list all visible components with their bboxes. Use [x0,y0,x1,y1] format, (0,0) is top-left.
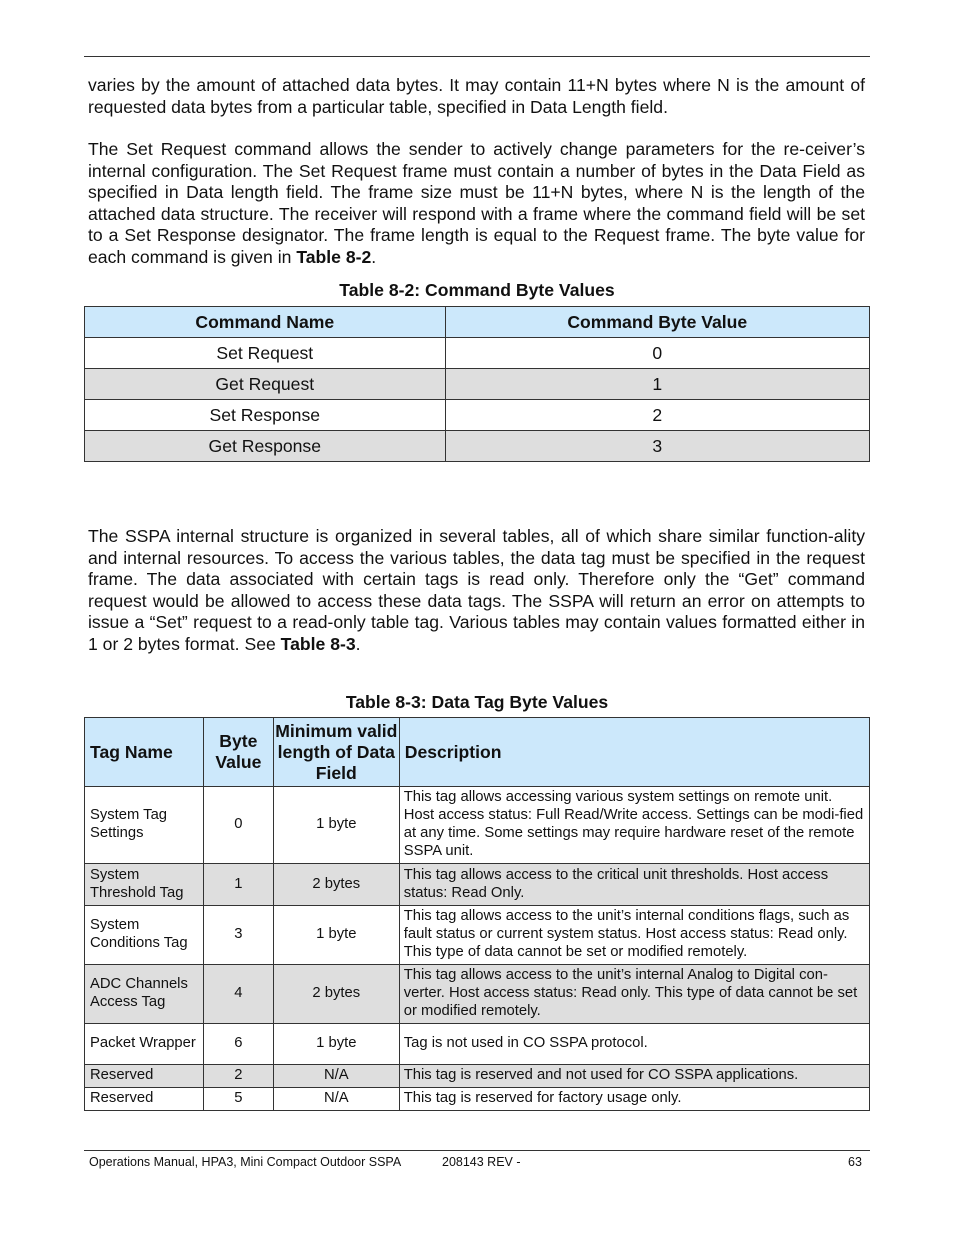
min-length-cell: 1 byte [273,906,399,965]
min-length-cell: 1 byte [273,1024,399,1065]
column-header: Byte Value [203,718,273,787]
byte-value-cell: 4 [203,965,273,1024]
footer-page-number: 63 [848,1155,862,1169]
command-name-cell: Get Request [85,369,446,400]
table-row [85,1088,870,1111]
paragraph-end: . [355,633,361,654]
column-header: Minimum valid length of Data Field [273,718,399,787]
column-header: Description [399,718,869,787]
table-row [85,906,870,965]
table-row [85,369,870,400]
footer-doc-number: 208143 REV - [442,1155,521,1169]
description-cell: This tag allows accessing various system settings on remote unit. Host access status: Full Read/Write access. Settings can be modi-fied at any time. Some settings may require hardware reset of the remote SSPA unit. [399,787,869,864]
command-name-cell: Set Request [85,338,446,369]
table-row [85,1065,870,1088]
table-row [85,864,870,906]
min-length-cell: 2 bytes [273,965,399,1024]
footer-rule [84,1150,870,1151]
tag-name-cell: ADC Channels Access Tag [85,965,204,1024]
min-length-cell: 2 bytes [273,864,399,906]
table-row [85,400,870,431]
byte-value-cell: 6 [203,1024,273,1065]
min-length-cell: N/A [273,1065,399,1088]
paragraph-text: varies by the amount of attached data bytes. It may contain 11+N bytes where N is the amount of requested data bytes from a particular table, specified in Data Length field. [88,75,865,117]
description-cell: This tag is reserved for factory usage only. [399,1088,869,1111]
table-reference: Table 8-2 [296,246,372,267]
description-cell: This tag is reserved and not used for CO SSPA applications. [399,1065,869,1088]
min-length-cell: N/A [273,1088,399,1111]
tag-name-cell: Reserved [85,1065,204,1088]
table-header-row [85,718,870,787]
command-value-cell: 1 [445,369,869,400]
byte-value-cell: 2 [203,1065,273,1088]
command-byte-values-table [84,306,870,462]
description-cell: This tag allows access to the unit’s internal conditions flags, such as fault status or current system status. Host access status: Read only. This type of data cannot be set or modified remotely. [399,906,869,965]
table-row [85,338,870,369]
paragraph-data-length [88,75,865,118]
byte-value-cell: 5 [203,1088,273,1111]
table-row [85,431,870,462]
byte-value-cell: 3 [203,906,273,965]
description-cell: This tag allows access to the unit’s internal Analog to Digital con-verter. Host access status: Read only. This type of data cannot be set or modified remotely. [399,965,869,1024]
command-value-cell: 2 [445,400,869,431]
table-header-row [85,307,870,338]
data-tag-byte-values-table [84,717,870,1111]
tag-name-cell: System Threshold Tag [85,864,204,906]
table-reference: Table 8-3 [280,633,356,654]
table-8-3-caption: Table 8-3: Data Tag Byte Values [345,692,609,712]
tag-name-cell: Reserved [85,1088,204,1111]
header-rule [84,56,870,57]
paragraph-text: The Set Request command allows the sender to actively change parameters for the re-ceiver’s internal configuration. The Set Request frame must contain a number of bytes in the Data Field as specified in Data length field. The frame size must be 11+N bytes, where N is the length of the attached data structure. The receiver will respond with a frame where the command field will be set to a Set Response designator. The frame length is equal to the Request frame. The byte value for each command is given in [88,139,865,267]
command-value-cell: 3 [445,431,869,462]
tag-name-cell: System Tag Settings [85,787,204,864]
footer-doc-title: Operations Manual, HPA3, Mini Compact Outdoor SSPA [89,1155,402,1169]
tag-name-cell: System Conditions Tag [85,906,204,965]
description-cell: This tag allows access to the critical unit thresholds. Host access status: Read Only. [399,864,869,906]
column-header: Command Name [85,307,446,338]
command-name-cell: Set Response [85,400,446,431]
column-header: Command Byte Value [445,307,869,338]
byte-value-cell: 1 [203,864,273,906]
paragraph-sspa-structure [88,526,865,656]
table-8-2-caption: Table 8-2: Command Byte Values [339,280,615,300]
tag-name-cell: Packet Wrapper [85,1024,204,1065]
table-row [85,787,870,864]
column-header: Tag Name [85,718,204,787]
min-length-cell: 1 byte [273,787,399,864]
description-cell: Tag is not used in CO SSPA protocol. [399,1024,869,1065]
command-value-cell: 0 [445,338,869,369]
paragraph-set-request [88,139,865,269]
command-name-cell: Get Response [85,431,446,462]
table-row [85,965,870,1024]
byte-value-cell: 0 [203,787,273,864]
table-row [85,1024,870,1065]
paragraph-end: . [371,246,377,267]
paragraph-text: The SSPA internal structure is organized in several tables, all of which share similar function-ality and internal resources. To access the various tables, the data tag must be specified in the request frame. The data associated with certain tags is read only. Therefore only the “Get” command request would be allowed to access these data tags. The SSPA will return an error on attempts to issue a “Set” request to a read-only table tag. Various tables may contain values formatted either in 1 or 2 bytes format. See [88,526,865,654]
